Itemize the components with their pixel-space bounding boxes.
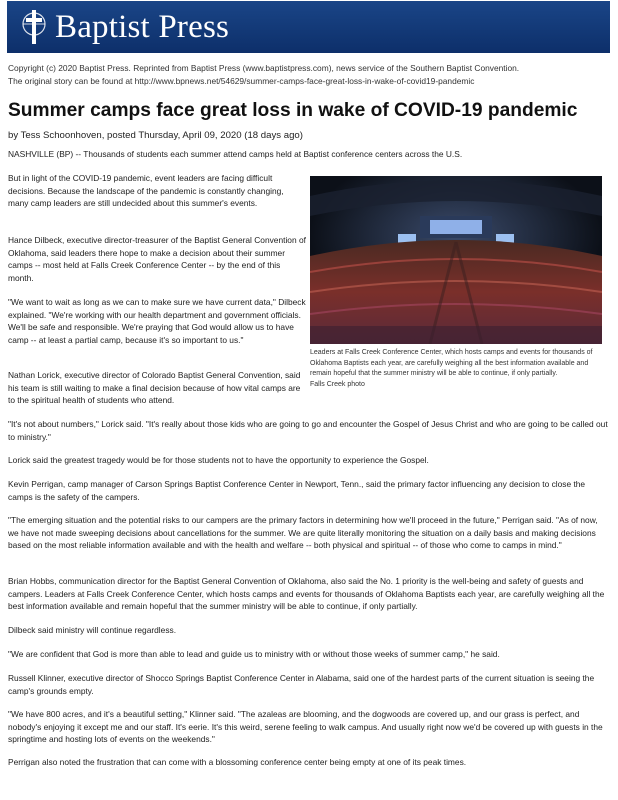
article-photo bbox=[310, 176, 602, 390]
copyright-line: Copyright (c) 2020 Baptist Press. Reprinted from Baptist Press (www.baptistpress.com), news service of the Southern Baptist Convention. bbox=[8, 63, 520, 73]
article-paragraph: Nathan Lorick, executive director of Colorado Baptist General Convention, said his team is still waiting to make a final decision because of how vital camps are to the spiritual health of students who attend. bbox=[8, 370, 301, 405]
article-headline: Summer camps face great loss in wake of COVID-19 pandemic bbox=[8, 100, 578, 121]
article-paragraph: Lorick said the greatest tragedy would be for those students not to have the opportunity to experience the Gospel. bbox=[8, 455, 429, 465]
article-paragraph: NASHVILLE (BP) -- Thousands of students each summer attend camps held at Baptist conference centers across the U.S. bbox=[8, 149, 463, 159]
article-paragraph: "It's not about numbers," Lorick said. "It's really about those kids who are going to go and encounter the Gospel of Jesus Christ and who are going to be called out to ministry." bbox=[8, 419, 608, 442]
article-paragraph: But in light of the COVID-19 pandemic, event leaders are facing difficult decisions. Because the landscape of the pandemic is constantly changing, many camp leaders are still undecided about this summer's events. bbox=[8, 173, 284, 208]
article-paragraph: "We are confident that God is more than able to lead and guide us to ministry with or without those weeks of summer camp," he said. bbox=[8, 649, 500, 659]
article-byline: by Tess Schoonhoven, posted Thursday, April 09, 2020 (18 days ago) bbox=[8, 130, 303, 141]
site-logo-text[interactable]: Baptist Press bbox=[55, 8, 230, 45]
article-paragraph: Hance Dilbeck, executive director-treasurer of the Baptist General Convention of Oklahoma, said leaders there hope to make a decision about their summer camps -- most held at Falls Creek Conference Center -- by the end of this month. bbox=[8, 235, 306, 283]
article-paragraph: "The emerging situation and the potential risks to our campers are the primary factors in determining how we'll proceed in the future," Perrigan said. "As of now, we have not made sweeping decisions about cancellations for the summer. We are quite literally monitoring the situation on a daily basis and making decisions based on the most reliable information available and with the health and welfare -- both physical and spiritual -- of those who come to camps in mind." bbox=[8, 515, 598, 550]
cross-emblem-icon bbox=[19, 7, 49, 47]
conference-center-photo bbox=[310, 176, 602, 344]
article-paragraph: Brian Hobbs, communication director for the Baptist General Convention of Oklahoma, also said the No. 1 priority is the well-being and safety of guests and campers. Leaders at Falls Creek Conference Center, which hosts camps and events for thousands of Oklahoma Baptists each year, are carefully weighing all the best information available and remain hopeful that the summer ministry will be able to continue, if only partially. bbox=[8, 576, 605, 611]
photo-caption bbox=[310, 348, 602, 390]
photo-credit: Falls Creek photo bbox=[310, 380, 365, 388]
article-paragraph: Russell Klinner, executive director of Shocco Springs Baptist Conference Center in Alabama, said one of the hardest parts of the current situation is seeing the camp's grounds empty. bbox=[8, 673, 595, 696]
masthead bbox=[7, 1, 610, 53]
article-paragraph: Perrigan also noted the frustration that can come with a blossoming conference center being empty at one of its peak times. bbox=[8, 757, 467, 767]
caption-text: Leaders at Falls Creek Conference Center, which hosts camps and events for thousands of Oklahoma Baptists each year, are carefully weighing all the best information available and remain hopeful that the summer ministry will be able to continue, if only partially. bbox=[310, 349, 593, 377]
article-paragraph: "We have 800 acres, and it's a beautiful setting," Klinner said. "The azaleas are blooming, and the dogwoods are covered up, and our grass is perfect, and nobody's enjoying it except me and our staff. It's eerie. It's this weird, serene feeling to walk campus. And usually right now we'd be covered up with guests in the springtime and hosting lots of events on the weekends." bbox=[8, 709, 603, 744]
article-paragraph: Dilbeck said ministry will continue regardless. bbox=[8, 625, 177, 635]
article-paragraph: "We want to wait as long as we can to make sure we have current data," Dilbeck explained. "We're working with our health department and government officials. We'll be safe and responsible. We're praying that God would allow us to have camp -- at least a partial camp, because it's so important to us." bbox=[8, 297, 306, 345]
original-source-line: The original story can be found at http://www.bpnews.net/54629/summer-camps-face-great-loss-in-wake-of-covid19-pandemic bbox=[8, 75, 475, 86]
copyright-notice bbox=[8, 62, 608, 87]
article-paragraph: Kevin Perrigan, camp manager of Carson Springs Baptist Conference Center in Newport, Tenn., said the primary factor influencing any decision to close the camps is the safety of the campers. bbox=[8, 479, 586, 502]
